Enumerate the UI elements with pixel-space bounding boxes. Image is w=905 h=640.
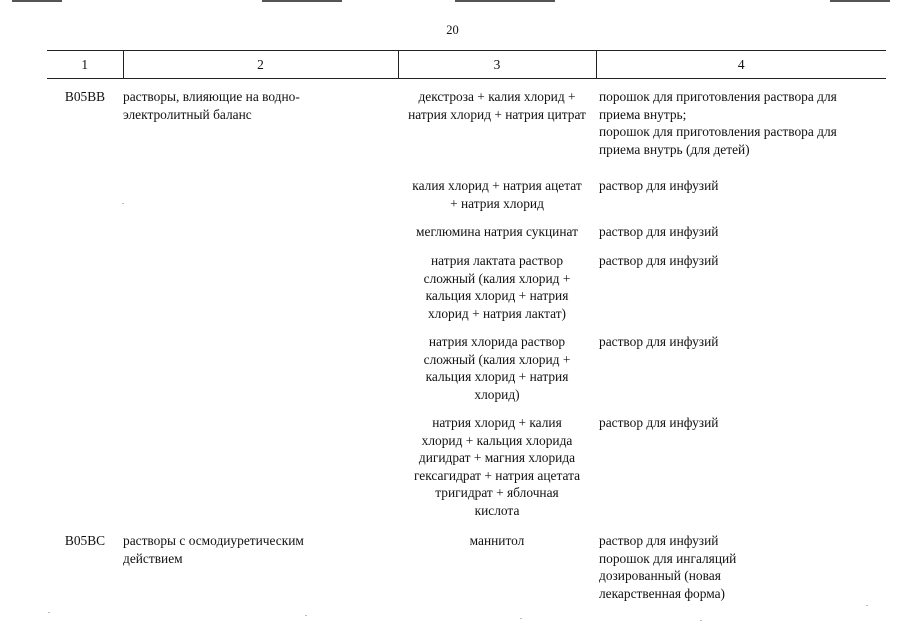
substance-line: натрия хлорид + калия [432,415,562,430]
dosage-form-line: раствор для инфузий [599,415,719,430]
scan-speck [866,605,868,606]
scan-speck [305,615,307,616]
header-col-3: 3 [398,51,596,79]
substance-entry [398,252,596,333]
dosage-form-line: раствор для инфузий [599,178,719,193]
substance-line: сложный (калия хлорид + [423,270,571,286]
dosage-form-entry [596,333,886,414]
group-name [123,79,398,533]
substance-line: кальция хлорид + натрия [425,288,569,304]
dosage-form-entry [596,88,886,177]
scan-speck [700,620,702,621]
dosage-form-entry [596,223,886,252]
header-col-4: 4 [596,51,886,79]
substance-line: хлорид) [474,386,520,402]
substances-cell [398,532,596,602]
header-col-2: 2 [123,51,398,79]
scan-artifact [262,0,342,2]
substance-line: гексагидрат + натрия ацетата [413,467,581,483]
substance-entry [398,532,596,550]
dosage-form-line: раствор для инфузий [599,253,719,268]
scan-artifact [12,0,62,2]
dosage-form-line: приема внутрь; [599,106,687,122]
dosage-form-line: порошок для ингаляций [599,550,737,566]
substance-entry [398,223,596,252]
atc-code: B05BB [64,89,106,104]
drug-table [47,50,886,602]
substance-line: натрия хлорида раствор [428,334,566,349]
dosage-form-line: порошок для приготовления раствора для [599,89,837,104]
substance-entry [398,414,596,532]
table-row [47,79,886,533]
substance-line: сложный (калия хлорид + [423,351,571,367]
group-name [123,532,398,602]
group-name-line: действием [123,550,183,566]
forms-cell [596,79,886,533]
dosage-form-entry [596,532,886,602]
substances-cell [398,79,596,533]
substance-line: маннитол [469,533,525,548]
dosage-form-entry [596,177,886,223]
scan-artifact [455,0,555,2]
substance-line: декстроза + калия хлорид + [418,89,576,104]
dosage-form-line: порошок для приготовления раствора для [599,124,837,140]
dosage-form-line: раствор для инфузий [599,334,719,349]
dosage-form-entry [596,414,886,532]
scan-speck [520,618,522,619]
substance-line: кислота [474,502,520,518]
dosage-form-line: дозированный (новая [599,568,721,584]
substance-line: калия хлорид + натрия ацетат [412,178,582,193]
substance-entry [398,88,596,177]
scan-speck [122,203,124,204]
table-header-row [47,51,886,79]
group-name-line: растворы с осмодиуретическим [123,533,304,548]
header-col-1: 1 [47,51,123,79]
substance-line: меглюмина натрия сукцинат [416,224,578,239]
substance-line: дигидрат + магния хлорида [418,450,576,466]
dosage-form-entry [596,252,886,333]
dosage-form-line: раствор для инфузий [599,533,719,548]
scan-speck [48,612,50,613]
substance-line: тригидрат + яблочная [435,485,559,501]
substance-entry [398,177,596,223]
atc-code: B05BC [64,533,106,548]
substance-line: + натрия хлорид [450,195,544,211]
substance-entry [398,333,596,414]
page-number: 20 [446,23,459,37]
forms-cell [596,532,886,602]
substance-line: хлорид + натрия лактат) [427,305,567,321]
table-row [47,532,886,602]
dosage-form-line: раствор для инфузий [599,224,719,239]
scan-artifact [830,0,890,2]
substance-line: натрия хлорид + натрия цитрат [408,106,586,122]
dosage-form-line: приема внутрь (для детей) [599,141,750,157]
group-name-line: электролитный баланс [123,106,252,122]
dosage-form-line: лекарственная форма) [599,585,725,601]
substance-line: натрия лактата раствор [430,253,564,268]
substance-line: кальция хлорид + натрия [425,369,569,385]
group-name-line: растворы, влияющие на водно- [123,89,300,104]
substance-line: хлорид + кальция хлорида [421,432,573,448]
